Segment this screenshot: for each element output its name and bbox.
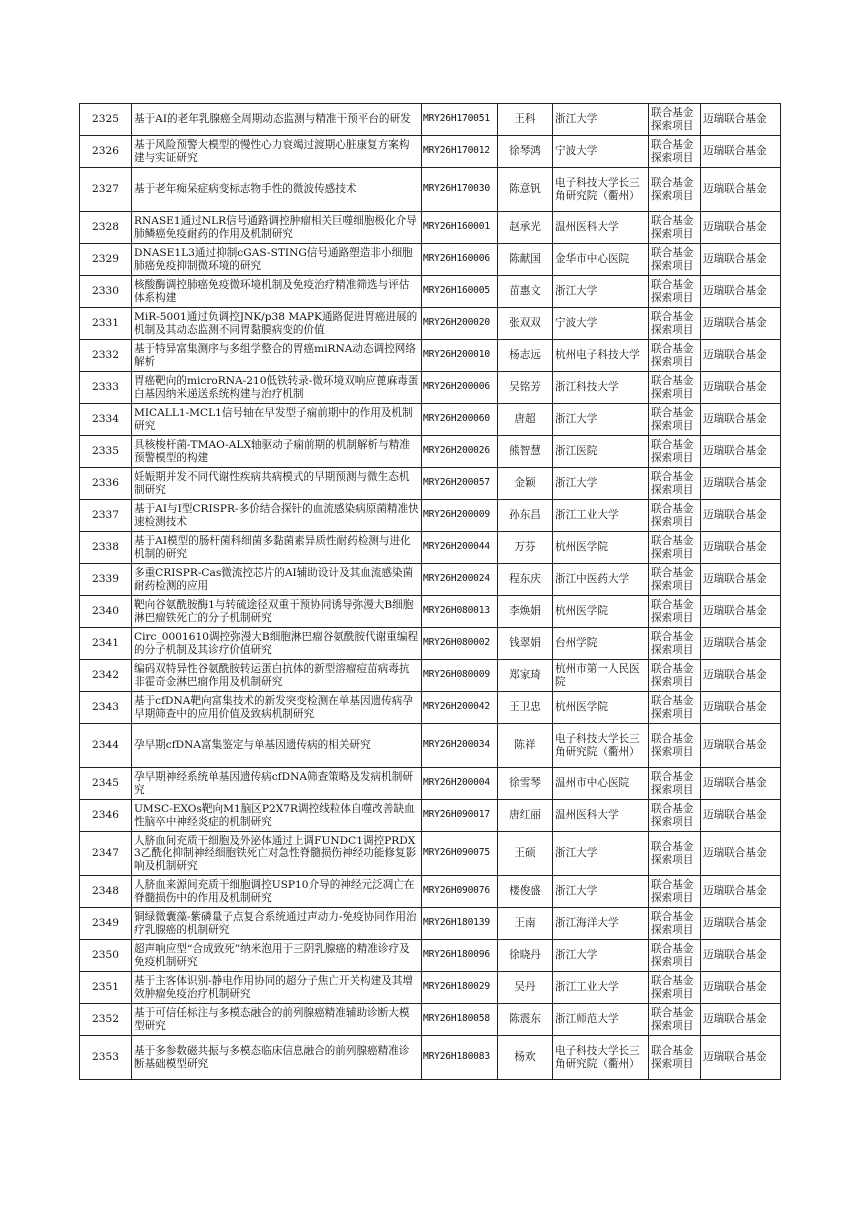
project-type-cell: 联合基金探索项目 <box>649 832 701 876</box>
fund-name-cell: 迈瑞联合基金 <box>701 832 781 876</box>
project-code-cell: MRY26H180083 <box>422 1036 498 1080</box>
project-title-cell: 人脐血来源间充质干细胞调控USP10介导的神经元泛凋亡在脊髓损伤中的作用及机制研究 <box>132 876 422 908</box>
institution-cell: 浙江医院 <box>553 436 649 468</box>
fund-name-cell: 迈瑞联合基金 <box>701 800 781 832</box>
project-type-cell: 联合基金探索项目 <box>649 404 701 436</box>
table-row <box>80 104 781 136</box>
fund-name-cell: 迈瑞联合基金 <box>701 500 781 532</box>
project-type-cell: 联合基金探索项目 <box>649 724 701 768</box>
project-type-cell: 联合基金探索项目 <box>649 876 701 908</box>
project-number-cell: 2329 <box>80 244 132 276</box>
institution-cell: 杭州市第一人民医院 <box>553 660 649 692</box>
fund-name-cell: 迈瑞联合基金 <box>701 104 781 136</box>
project-code-cell: MRY26H080009 <box>422 660 498 692</box>
project-code-cell: MRY26H170012 <box>422 136 498 168</box>
principal-investigator-cell: 王南 <box>498 908 553 940</box>
project-title-cell: 妊娠期并发不同代谢性疾病共病模式的早期预测与微生态机制研究 <box>132 468 422 500</box>
funding-table <box>79 103 781 1080</box>
fund-name-cell: 迈瑞联合基金 <box>701 660 781 692</box>
table-row <box>80 908 781 940</box>
institution-cell: 浙江大学 <box>553 876 649 908</box>
project-type-cell: 联合基金探索项目 <box>649 1004 701 1036</box>
principal-investigator-cell: 赵承光 <box>498 212 553 244</box>
fund-name-cell: 迈瑞联合基金 <box>701 404 781 436</box>
project-title-cell: 基于多参数磁共振与多模态临床信息融合的前列腺癌精准诊断基础模型研究 <box>132 1036 422 1080</box>
table-row <box>80 1004 781 1036</box>
project-number-cell: 2341 <box>80 628 132 660</box>
institution-cell: 电子科技大学长三角研究院（衢州） <box>553 1036 649 1080</box>
fund-name-cell: 迈瑞联合基金 <box>701 468 781 500</box>
project-number-cell: 2343 <box>80 692 132 724</box>
project-title-cell: MiR-5001通过负调控JNK/p38 MAPK通路促进胃癌进展的机制及其动态监测不同胃黏膜病变的价值 <box>132 308 422 340</box>
project-title-cell: 靶向谷氨酰胺酶1与转硫途径双重干预协同诱导弥漫大B细胞淋巴瘤铁死亡的分子机制研究 <box>132 596 422 628</box>
project-code-cell: MRY26H160006 <box>422 244 498 276</box>
table-row <box>80 940 781 972</box>
project-type-cell: 联合基金探索项目 <box>649 1036 701 1080</box>
funding-table-container <box>79 103 780 1080</box>
project-type-cell: 联合基金探索项目 <box>649 468 701 500</box>
table-row <box>80 660 781 692</box>
project-title-cell: 胃癌靶向的microRNA-210低铁转录-微环境双响应蓖麻毒蛋白基因纳米递送系统构建与治疗机制 <box>132 372 422 404</box>
fund-name-cell: 迈瑞联合基金 <box>701 596 781 628</box>
table-row <box>80 1036 781 1080</box>
institution-cell: 浙江大学 <box>553 468 649 500</box>
table-row <box>80 436 781 468</box>
institution-cell: 浙江大学 <box>553 832 649 876</box>
project-type-cell: 联合基金探索项目 <box>649 500 701 532</box>
project-code-cell: MRY26H200009 <box>422 500 498 532</box>
project-type-cell: 联合基金探索项目 <box>649 212 701 244</box>
project-type-cell: 联合基金探索项目 <box>649 908 701 940</box>
project-number-cell: 2335 <box>80 436 132 468</box>
institution-cell: 浙江大学 <box>553 404 649 436</box>
institution-cell: 杭州医学院 <box>553 532 649 564</box>
institution-cell: 温州医科大学 <box>553 212 649 244</box>
table-row <box>80 596 781 628</box>
principal-investigator-cell: 张双双 <box>498 308 553 340</box>
project-title-cell: 铜绿微囊藻-紫磷量子点复合系统通过声动力-免疫协同作用治疗乳腺癌的机制研究 <box>132 908 422 940</box>
table-row <box>80 244 781 276</box>
project-title-cell: 具核梭杆菌-TMAO-ALX轴驱动子痫前期的机制解析与精准预警模型的构建 <box>132 436 422 468</box>
project-code-cell: MRY26H160005 <box>422 276 498 308</box>
institution-cell: 电子科技大学长三角研究院（衢州） <box>553 724 649 768</box>
project-number-cell: 2325 <box>80 104 132 136</box>
principal-investigator-cell: 王卫忠 <box>498 692 553 724</box>
institution-cell: 浙江科技大学 <box>553 372 649 404</box>
project-type-cell: 联合基金探索项目 <box>649 276 701 308</box>
project-number-cell: 2334 <box>80 404 132 436</box>
project-number-cell: 2348 <box>80 876 132 908</box>
table-row <box>80 972 781 1004</box>
institution-cell: 杭州医学院 <box>553 596 649 628</box>
project-number-cell: 2333 <box>80 372 132 404</box>
principal-investigator-cell: 金颖 <box>498 468 553 500</box>
principal-investigator-cell: 吴丹 <box>498 972 553 1004</box>
table-row <box>80 876 781 908</box>
table-body <box>80 104 781 1080</box>
project-code-cell: MRY26H200020 <box>422 308 498 340</box>
institution-cell: 杭州电子科技大学 <box>553 340 649 372</box>
project-title-cell: 基于可信任标注与多模态融合的前列腺癌精准辅助诊断大模型研究 <box>132 1004 422 1036</box>
table-row <box>80 832 781 876</box>
project-code-cell: MRY26H200026 <box>422 436 498 468</box>
principal-investigator-cell: 苗惠文 <box>498 276 553 308</box>
institution-cell: 浙江工业大学 <box>553 972 649 1004</box>
project-title-cell: 基于cfDNA靶向富集技术的新发突变检测在单基因遗传病孕早期筛查中的应用价值及致病机制研究 <box>132 692 422 724</box>
project-code-cell: MRY26H200024 <box>422 564 498 596</box>
institution-cell: 浙江师范大学 <box>553 1004 649 1036</box>
fund-name-cell: 迈瑞联合基金 <box>701 212 781 244</box>
table-row <box>80 532 781 564</box>
project-number-cell: 2331 <box>80 308 132 340</box>
fund-name-cell: 迈瑞联合基金 <box>701 340 781 372</box>
project-type-cell: 联合基金探索项目 <box>649 628 701 660</box>
fund-name-cell: 迈瑞联合基金 <box>701 532 781 564</box>
institution-cell: 宁波大学 <box>553 308 649 340</box>
institution-cell: 宁波大学 <box>553 136 649 168</box>
institution-cell: 浙江大学 <box>553 940 649 972</box>
project-code-cell: MRY26H170051 <box>422 104 498 136</box>
project-type-cell: 联合基金探索项目 <box>649 660 701 692</box>
principal-investigator-cell: 王硕 <box>498 832 553 876</box>
institution-cell: 浙江海洋大学 <box>553 908 649 940</box>
project-title-cell: DNASE1L3通过抑制cGAS-STING信号通路塑造非小细胞肺癌免疫抑制微环境的研究 <box>132 244 422 276</box>
project-code-cell: MRY26H160001 <box>422 212 498 244</box>
principal-investigator-cell: 徐雪琴 <box>498 768 553 800</box>
project-type-cell: 联合基金探索项目 <box>649 532 701 564</box>
table-row <box>80 768 781 800</box>
project-number-cell: 2345 <box>80 768 132 800</box>
project-number-cell: 2330 <box>80 276 132 308</box>
principal-investigator-cell: 孙东昌 <box>498 500 553 532</box>
project-type-cell: 联合基金探索项目 <box>649 340 701 372</box>
table-row <box>80 372 781 404</box>
project-code-cell: MRY26H200010 <box>422 340 498 372</box>
principal-investigator-cell: 陈震东 <box>498 1004 553 1036</box>
fund-name-cell: 迈瑞联合基金 <box>701 628 781 660</box>
project-title-cell: 基于特异富集测序与多组学整合的胃癌miRNA动态调控网络解析 <box>132 340 422 372</box>
project-code-cell: MRY26H180058 <box>422 1004 498 1036</box>
project-type-cell: 联合基金探索项目 <box>649 168 701 212</box>
institution-cell: 浙江中医药大学 <box>553 564 649 596</box>
project-code-cell: MRY26H090075 <box>422 832 498 876</box>
table-row <box>80 276 781 308</box>
project-title-cell: 基于主客体识别-静电作用协同的超分子焦亡开关构建及其增效肿瘤免疫治疗机制研究 <box>132 972 422 1004</box>
project-code-cell: MRY26H180029 <box>422 972 498 1004</box>
project-title-cell: 多重CRISPR-Cas微流控芯片的AI辅助设计及其血流感染菌耐药检测的应用 <box>132 564 422 596</box>
project-code-cell: MRY26H080002 <box>422 628 498 660</box>
fund-name-cell: 迈瑞联合基金 <box>701 876 781 908</box>
project-type-cell: 联合基金探索项目 <box>649 596 701 628</box>
project-title-cell: 核酸酶调控肺癌免疫微环境机制及免疫治疗精准筛选与评估体系构建 <box>132 276 422 308</box>
principal-investigator-cell: 陈意钒 <box>498 168 553 212</box>
institution-cell: 浙江大学 <box>553 276 649 308</box>
project-number-cell: 2346 <box>80 800 132 832</box>
project-type-cell: 联合基金探索项目 <box>649 436 701 468</box>
fund-name-cell: 迈瑞联合基金 <box>701 1036 781 1080</box>
project-type-cell: 联合基金探索项目 <box>649 972 701 1004</box>
project-title-cell: 基于AI模型的肠杆菌科细菌多黏菌素异质性耐药检测与进化机制的研究 <box>132 532 422 564</box>
table-row <box>80 692 781 724</box>
project-title-cell: 人脐血间充质干细胞及外泌体通过上调FUNDC1调控PRDX3乙酰化抑制神经细胞铁死亡对急性脊髓损伤神经功能修复影响及机制研究 <box>132 832 422 876</box>
project-title-cell: 编码双特异性谷氨酰胺转运蛋白抗体的新型溶瘤痘苗病毒抗非霍奇金淋巴瘤作用及机制研究 <box>132 660 422 692</box>
principal-investigator-cell: 吴铭芳 <box>498 372 553 404</box>
principal-investigator-cell: 杨志远 <box>498 340 553 372</box>
table-row <box>80 212 781 244</box>
project-title-cell: UMSC-EXOs靶向M1脑区P2X7R调控线粒体自噬改善缺血性脑卒中神经炎症的机制研究 <box>132 800 422 832</box>
project-code-cell: MRY26H090076 <box>422 876 498 908</box>
project-number-cell: 2353 <box>80 1036 132 1080</box>
project-type-cell: 联合基金探索项目 <box>649 800 701 832</box>
project-code-cell: MRY26H200057 <box>422 468 498 500</box>
table-row <box>80 800 781 832</box>
project-number-cell: 2347 <box>80 832 132 876</box>
fund-name-cell: 迈瑞联合基金 <box>701 724 781 768</box>
principal-investigator-cell: 唐超 <box>498 404 553 436</box>
institution-cell: 杭州医学院 <box>553 692 649 724</box>
project-code-cell: MRY26H200060 <box>422 404 498 436</box>
fund-name-cell: 迈瑞联合基金 <box>701 308 781 340</box>
project-type-cell: 联合基金探索项目 <box>649 136 701 168</box>
fund-name-cell: 迈瑞联合基金 <box>701 372 781 404</box>
institution-cell: 浙江工业大学 <box>553 500 649 532</box>
table-row <box>80 136 781 168</box>
project-type-cell: 联合基金探索项目 <box>649 244 701 276</box>
project-number-cell: 2327 <box>80 168 132 212</box>
table-row <box>80 724 781 768</box>
principal-investigator-cell: 陈祥 <box>498 724 553 768</box>
fund-name-cell: 迈瑞联合基金 <box>701 136 781 168</box>
table-row <box>80 628 781 660</box>
project-number-cell: 2332 <box>80 340 132 372</box>
project-code-cell: MRY26H180096 <box>422 940 498 972</box>
project-type-cell: 联合基金探索项目 <box>649 104 701 136</box>
project-code-cell: MRY26H170030 <box>422 168 498 212</box>
institution-cell: 电子科技大学长三角研究院（衢州） <box>553 168 649 212</box>
principal-investigator-cell: 徐琴鸿 <box>498 136 553 168</box>
table-row <box>80 564 781 596</box>
fund-name-cell: 迈瑞联合基金 <box>701 276 781 308</box>
project-code-cell: MRY26H200034 <box>422 724 498 768</box>
project-code-cell: MRY26H080013 <box>422 596 498 628</box>
project-code-cell: MRY26H200006 <box>422 372 498 404</box>
project-title-cell: 孕早期神经系统单基因遗传病cfDNA筛查策略及发病机制研究 <box>132 768 422 800</box>
principal-investigator-cell: 李焕娟 <box>498 596 553 628</box>
project-type-cell: 联合基金探索项目 <box>649 308 701 340</box>
table-row <box>80 404 781 436</box>
project-type-cell: 联合基金探索项目 <box>649 768 701 800</box>
fund-name-cell: 迈瑞联合基金 <box>701 1004 781 1036</box>
table-row <box>80 468 781 500</box>
principal-investigator-cell: 杨欢 <box>498 1036 553 1080</box>
project-number-cell: 2339 <box>80 564 132 596</box>
project-code-cell: MRY26H200004 <box>422 768 498 800</box>
fund-name-cell: 迈瑞联合基金 <box>701 564 781 596</box>
principal-investigator-cell: 程东庆 <box>498 564 553 596</box>
project-number-cell: 2340 <box>80 596 132 628</box>
institution-cell: 温州市中心医院 <box>553 768 649 800</box>
project-code-cell: MRY26H200044 <box>422 532 498 564</box>
project-number-cell: 2350 <box>80 940 132 972</box>
project-title-cell: 基于老年痴呆症病变标志物手性的微波传感技术 <box>132 168 422 212</box>
project-title-cell: Circ_0001610调控弥漫大B细胞淋巴瘤谷氨酰胺代谢重编程的分子机制及其诊疗价值研究 <box>132 628 422 660</box>
project-title-cell: 基于AI的老年乳腺癌全周期动态监测与精准干预平台的研发 <box>132 104 422 136</box>
principal-investigator-cell: 万芬 <box>498 532 553 564</box>
project-title-cell: 超声响应型“合成致死”纳米泡用于三阴乳腺癌的精准诊疗及免疫机制研究 <box>132 940 422 972</box>
principal-investigator-cell: 徐晓丹 <box>498 940 553 972</box>
table-row <box>80 308 781 340</box>
principal-investigator-cell: 钱翠娟 <box>498 628 553 660</box>
project-title-cell: MICALL1-MCL1信号轴在早发型子痫前期中的作用及机制研究 <box>132 404 422 436</box>
project-type-cell: 联合基金探索项目 <box>649 692 701 724</box>
fund-name-cell: 迈瑞联合基金 <box>701 244 781 276</box>
principal-investigator-cell: 郑家琦 <box>498 660 553 692</box>
institution-cell: 浙江大学 <box>553 104 649 136</box>
institution-cell: 台州学院 <box>553 628 649 660</box>
table-row <box>80 340 781 372</box>
fund-name-cell: 迈瑞联合基金 <box>701 768 781 800</box>
project-number-cell: 2349 <box>80 908 132 940</box>
table-row <box>80 168 781 212</box>
project-number-cell: 2352 <box>80 1004 132 1036</box>
table-row <box>80 500 781 532</box>
project-number-cell: 2344 <box>80 724 132 768</box>
institution-cell: 金华市中心医院 <box>553 244 649 276</box>
fund-name-cell: 迈瑞联合基金 <box>701 436 781 468</box>
project-number-cell: 2336 <box>80 468 132 500</box>
project-title-cell: 基于AI与I型CRISPR-多价结合探针的血流感染病原菌精准快速检测技术 <box>132 500 422 532</box>
principal-investigator-cell: 陈献国 <box>498 244 553 276</box>
fund-name-cell: 迈瑞联合基金 <box>701 908 781 940</box>
fund-name-cell: 迈瑞联合基金 <box>701 940 781 972</box>
project-number-cell: 2342 <box>80 660 132 692</box>
project-number-cell: 2338 <box>80 532 132 564</box>
fund-name-cell: 迈瑞联合基金 <box>701 692 781 724</box>
principal-investigator-cell: 唐红丽 <box>498 800 553 832</box>
project-title-cell: RNASE1通过NLR信号通路调控肿瘤相关巨噬细胞极化介导肺鳞癌免疫耐药的作用及机制研究 <box>132 212 422 244</box>
project-number-cell: 2337 <box>80 500 132 532</box>
principal-investigator-cell: 王科 <box>498 104 553 136</box>
fund-name-cell: 迈瑞联合基金 <box>701 168 781 212</box>
project-code-cell: MRY26H180139 <box>422 908 498 940</box>
fund-name-cell: 迈瑞联合基金 <box>701 972 781 1004</box>
project-type-cell: 联合基金探索项目 <box>649 372 701 404</box>
project-code-cell: MRY26H200042 <box>422 692 498 724</box>
project-title-cell: 孕早期cfDNA富集鉴定与单基因遗传病的相关研究 <box>132 724 422 768</box>
project-number-cell: 2326 <box>80 136 132 168</box>
principal-investigator-cell: 楼俊盛 <box>498 876 553 908</box>
project-title-cell: 基于风险预警大模型的慢性心力衰竭过渡期心脏康复方案构建与实证研究 <box>132 136 422 168</box>
project-code-cell: MRY26H090017 <box>422 800 498 832</box>
project-number-cell: 2351 <box>80 972 132 1004</box>
project-type-cell: 联合基金探索项目 <box>649 564 701 596</box>
project-type-cell: 联合基金探索项目 <box>649 940 701 972</box>
principal-investigator-cell: 熊智慧 <box>498 436 553 468</box>
institution-cell: 温州医科大学 <box>553 800 649 832</box>
project-number-cell: 2328 <box>80 212 132 244</box>
